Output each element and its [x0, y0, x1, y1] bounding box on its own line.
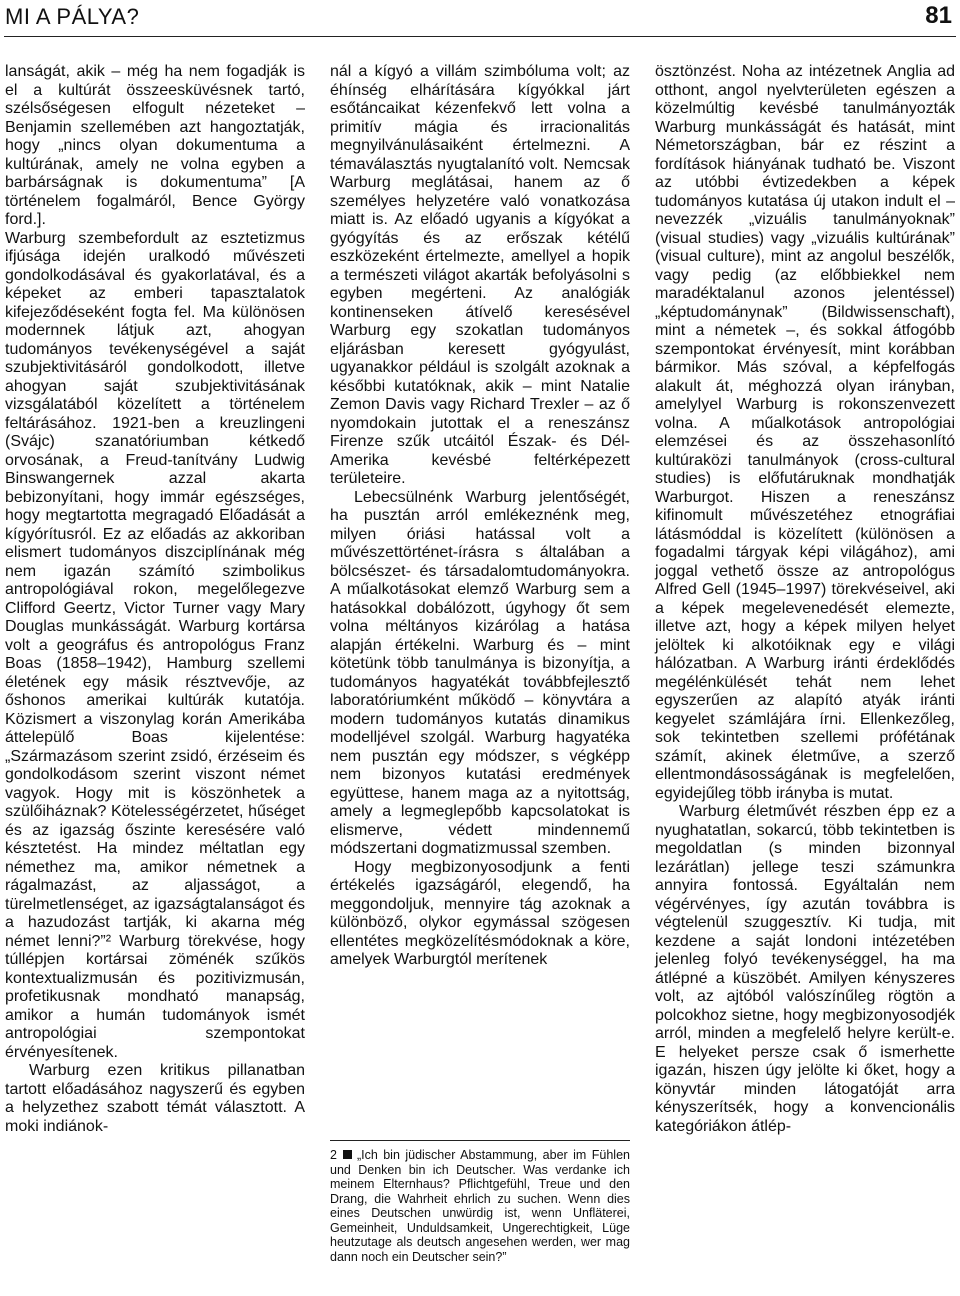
footnote-text: „Ich bin jüdischer Abstammung, aber im Fühlen und Denken bin ich Deutscher. Was verdanke ich meinem Elternhaus? Pflichtgefühl, Treue und den Drang, die Wahrheit ehrlich zu suchen. Wenn dies eines Deutschen unwürdig ist, wenn Unfläterei, Gemeinheit, Unduldsamkeit, Ungerechtigkeit, Lüge heutzutage als deutsch angesehen werden, wer mag dann noch ein Deutscher sein?” [330, 1148, 630, 1264]
paragraph: Lebecsülnénk Warburg jelentőségét, ha pusztán arról emlékeznénk meg, milyen óriási hatással volt a művészettörténet-írásra s általában a bölcsészet- és társadalomtudományokra. A műalkotásokat elemző Warburg sem a hatásokkal dobálózott, úgyhogy őt sem volna méltányos kizárólag a hatása alapján értékelni. Warburg és – mint kötetünk több tanulmánya is bizonyítja, a tudományos hagyatékát továbbfejlesztő laboratóriumként működő – könyvtára a modern tudományos kutatás dinamikus modelljével szolgál. Warburg hagyatéka nem pusztán egy módszer, s végképp nem bizonyos kutatási eredmények együttese, hanem maga az a nyitottság, amely a legmeglepőbb kapcsolatokat is elismerve, védett mindennemű módszertani dogmatizmussal szemben. [330, 488, 630, 857]
text-column-2 [330, 63, 630, 970]
footnote-square-icon [343, 1150, 352, 1159]
paragraph: Hogy megbizonyosodjunk a fenti értékelés igazságáról, elegendő, ha meggondoljuk, mennyire tág azoknak a különböző, olykor egymással szögesen ellentétes megközelítésmódoknak a köre, amelyek Warburgtól merítenek [330, 858, 630, 968]
header-rule [4, 36, 956, 37]
footnote-number: 2 [330, 1148, 337, 1162]
page-header [0, 0, 960, 38]
text-column-3 [655, 63, 955, 1136]
paragraph: lanságát, akik – még ha nem fogadják is el a kultúrát összeesküvésnek tartó, szélsőségesen elfogult nézeteket – Benjamin szellemében azt hangoztatják, hogy „nincs olyan dokumentuma a kultúrának, amely ne volna egyben a barbárságnak is dokumentuma” [A történelem fogalmáról, Bence György ford.]. [5, 63, 305, 228]
paragraph: nál a kígyó a villám szimbóluma volt; az éhínség elhárítására kígyókkal járt esőtáncaikat kézenfekvő lett volna a primitív mágia és irracionalitás megnyilvánulásaiként értelmezni. A témaválasztás nyugtalanító volt. Nemcsak Warburg meglátásai, hanem az ő személyes helyzetére való vonatkozása miatt is. Az előadó ugyanis a kígyókat a gyógyítás és az erőszak kétélű eszközeként értelmezte, amellyel a hopik a természeti világot akarták befolyásolni s egyben megérteni. Az analógiák kontinenseken átívelő keresésével Warburg egy szokatlan tudományos eljárásban keresett gyógyulást, ugyanakkor például is szolgált azoknak a későbbi kutatóknak, akik – mint Natalie Zemon Davis vagy Richard Trexler – az ő nyomdokain jutottak el a reneszánsz Firenze szűk utcáitól Észak- és Dél-Amerika kevésbé feltérképezett területeire. [330, 63, 630, 487]
paragraph: Warburg életművét részben épp ez a nyughatatlan, sokarcú, több tekintetben is megoldatlan (s minden bizonnyal lezárátlan) jellege teszi számunkra annyira fontossá. Egyáltalán nem végérvényes, így azután továbbra is végtelenül szuggesztív. Ki tudja, mit kezdene a saját londoni intézetében jelenleg folyó tevékenységgel, ha ma átlépné a küszöbét. Amilyen kényszeres volt, az ajtóból valószínűleg rögtön a polcokhoz sietne, hogy megbizonyosodjék arról, minden a megfelelő helyre került-e. E helyeket persze csak ő ismerhette igazán, hiszen úgy jelölte ki őket, hogy a könyvtár minden látogatóját arra kényszerítsék, hogy a konvencionális kategóriákon átlép- [655, 803, 955, 1135]
paragraph: Warburg ezen kritikus pillanatban tartott előadásához nagyszerű és egyben a helyzethez szabott témát választott. A moki indiánok- [5, 1062, 305, 1135]
page-number: 81 [925, 2, 952, 29]
section-title: MI A PÁLYA? [5, 4, 140, 29]
paragraph: ösztönzést. Noha az intézetnek Anglia ad otthont, angol nyelvterületen egészen a közelmúltig kevésbé tanulmányozták Warburg munkásságát és hatását, mint Németországban, bár ez részint a fordítások hiányának tudható be. Viszont az utóbbi évtizedekben a képek tudományos kutatása új utakon indult el – nevezzék „vizuális tanulmányoknak” (visual studies) vagy „vizuális kultúrának” (visual culture), mint az angolul beszélők, vagy pedig (az előbbiekkel nem maradéktalanul azonos jelentéssel) „képtudománynak” (Bildwissenschaft), mint a németek –, és sokkal átfogóbb szempontokat érvényesít, mint korábban bármikor. Más szóval, a képfelfogás alakult át, méghozzá olyan irányban, amelylyel Warburg is rokonszenvezett volna. A műalkotások antropológiai elemzései és az összehasonlító kultúraközi tanulmányok (cross-cultural studies) is előfutáruknak mondhatják Warburgot. Hiszen a reneszánsz kifinomult művészetéhez etnográfiai látásmóddal is közelített (különösen a fogadalmi tárgyak képi világához), ami joggal vethető össze az antropológus Alfred Gell (1945–1997) törekvéseivel, aki a képek megelevenedését elemezte, illetve azt, hogy a képek milyen helyet jelöltek ki alkotóiknak egy e világi hálózatban. A Warburg iránti érdeklődés megélénkülését tehát nem lehet egyszerűen az alapító atyák iránti kegyelet számlájára írni. Ellenkezőleg, sok tekintetben szellemi prófétának számít, akinek életműve, a szerző ellentmondásosságának is megfelelően, egyidejűleg több irányba is mutat. [655, 63, 955, 802]
text-column-1 [5, 63, 305, 1136]
footnote [330, 1148, 630, 1264]
footnote-rule [330, 1140, 630, 1141]
paragraph: Warburg szembefordult az esztetizmus ifjúsága idején uralkodó művészeti gondolkodásával és gyakorlatával, és a képeket az emberi tapasztalatok kifejeződéseként fogta fel. Ma különösen modernnek látjuk azt, ahogyan tudományos tevékenységével a saját szubjektivitásáról gondolkodott, illetve ahogyan saját szubjektivitásának vizsgálatából közelített a történelem feltárásához. 1921-ben a kreuzlingeni (Svájc) szanatóriumban kétkedő orvosának, a Freud-tanítvány Ludwig Binswangernek azzal akarta bebizonyítani, hogy immár egészséges, hogy megtartotta megragadó Előadását a kígyórítusról. Ez az előadás az akkoriban elismert tudományos diszciplínának még nem igazán számító szimbolikus antropológiával rokon, megelőlegezve Clifford Geertz, Victor Turner vagy Mary Douglas munkásságát. Warburg kortársa volt a geográfus és antropológus Franz Boas (1858–1942), Hamburg szellemi életének egy másik résztvevője, az őshonos amerikai kultúrák kutatója. Közismert a viszonylag korán Amerikába áttelepülő Boas kijelentése: „Származásom szerint zsidó, érzéseim és gondolkodásom szerint viszont német vagyok. Hogy mit is köszönhetek a szülőiháznak? Kötelességérzetet, hűséget és az igazság őszinte keresésére való késztetést. Ha mindez méltatlan egy némethez ma, amikor németnek a rágalmazást, az aljasságot, a türelmetlenséget, az igazságtalanságot és a hazudozást tartják, ki akarna még német lenni?”² Warburg törekvése, hogy túllépjen kortársai zöménék szűkös kontextualizmusán és pozitivizmusán, profetikusnak mondható manapság, amikor a humán tudományok ismét antropológiai szempontokat érvényesítenek. [5, 229, 305, 1061]
